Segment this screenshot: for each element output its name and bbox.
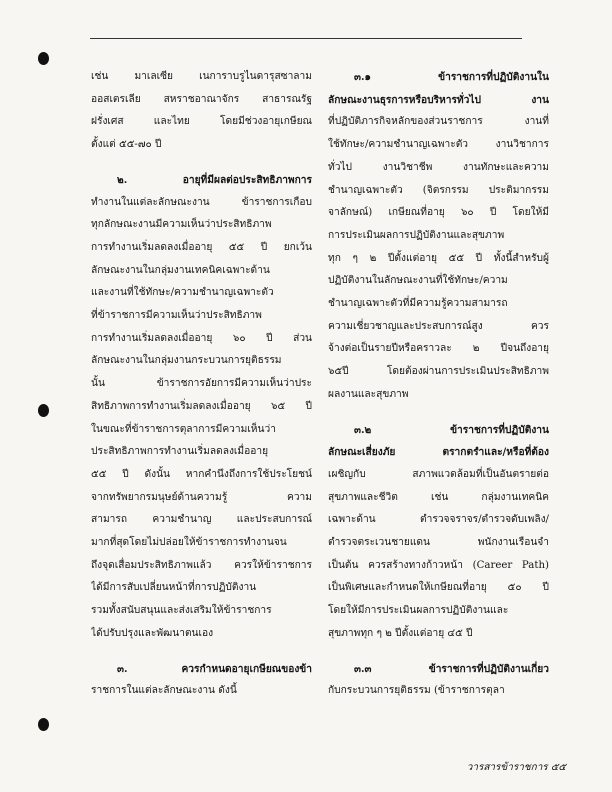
text-line: ได้มีการสับเปลี่ยนหน้าที่การปฏิบัติงาน	[91, 582, 257, 594]
text-line: การทำงานเริ่มลดลงเมื่ออายุ ๕๕ ปี ยกเว้น	[91, 241, 312, 253]
text-line: ปฏิบัติงานในลักษณะงานที่ใช้ทักษะ/ความ	[328, 275, 508, 287]
text-line: ออสเตรเลีย สหราชอาณาจักร สาธารณรัฐ	[91, 93, 312, 105]
text-line: เป็นพิเศษและกำหนดให้เกษียณที่อายุ ๕๐ ปี	[328, 582, 549, 594]
text-line: ผลงานและสุขภาพ	[328, 388, 409, 400]
header-rule	[90, 38, 522, 39]
journal-footer: วารสารข้าราชการ ๕๕	[466, 762, 566, 773]
text-line: ลักษณะเสี่ยงภัย ตรากตรำและ/หรือที่ต้อง	[328, 446, 549, 459]
text-line: ๓.๒ ข้าราชการที่ปฏิบัติงาน	[354, 423, 549, 436]
punch-hole	[38, 52, 49, 65]
text-line: ๓. ควรกำหนดอายุเกษียณของข้า	[117, 662, 312, 675]
text-line: นั้น ข้าราชการอัยการมีความเห็นว่าประ	[91, 378, 312, 390]
text-line: และงานที่ใช้ทักษะ/ความชำนาญเฉพาะตัว	[91, 287, 274, 299]
text-line: รวมทั้งสนับสนุนและส่งเสริมให้ข้าราชการ	[91, 605, 272, 617]
text-line: เผชิญกับ สภาพแวดล้อมที่เป็นอันตรายต่อ	[328, 468, 549, 480]
text-line: ๓.๑ ข้าราชการที่ปฏิบัติงานใน	[354, 71, 549, 83]
text-line: ๓.๓ ข้าราชการที่ปฏิบัติงานเกี่ยว	[354, 662, 549, 675]
paragraph	[91, 66, 312, 157]
text-line: ที่ปฏิบัติภารกิจหลักของส่วนราชการ งานที่	[328, 116, 549, 128]
punch-hole	[38, 718, 49, 731]
text-line: ๖๕ปี โดยต้องผ่านการประเมินประสิทธิภาพ	[328, 366, 549, 378]
text-line: จ้างต่อเป็นรายปีหรือคราวละ ๒ ปีจนถึงอายุ	[328, 343, 549, 355]
text-line: ลักษณะงานในกลุ่มงานเทคนิคเฉพาะด้าน	[91, 264, 270, 276]
text-line: ราชการในแต่ละลักษณะงาน ดังนี้	[91, 685, 237, 697]
left-column	[91, 66, 312, 703]
text-line: ใช้ทักษะ/ความชำนาญเฉพาะตัว งานวิชาการ	[328, 139, 549, 151]
paragraph	[328, 66, 549, 407]
text-line: ฝรั่งเศส และไทย โดยมีช่วงอายุเกษียณ	[91, 116, 312, 128]
text-line: ความเชี่ยวชาญและประสบการณ์สูง ควร	[328, 320, 549, 332]
text-line: สิทธิภาพการทำงานเริ่มลดลงเมื่ออายุ ๖๕ ปี	[91, 400, 312, 412]
punch-hole	[38, 404, 49, 417]
text-line: ๒. อายุที่มีผลต่อประสิทธิภาพการ	[117, 173, 312, 186]
text-line: จากทรัพยากรมนุษย์ด้านความรู้ ความ	[91, 491, 312, 503]
text-line: ถึงจุดเสื่อมประสิทธิภาพแล้ว ควรให้ข้าราชการ	[91, 559, 312, 571]
text-line: ลักษณะงานในกลุ่มงานกระบวนการยุติธรรม	[91, 355, 282, 367]
text-line: โดยให้มีการประเมินผลการปฏิบัติงานและ	[328, 605, 509, 617]
text-line: การประเมินผลการปฏิบัติงานและสุขภาพ	[328, 229, 505, 241]
paragraph	[91, 658, 312, 703]
text-line: ลักษณะงานธุรการหรือบริหารทั่วไป งาน	[328, 93, 549, 106]
text-line: การทำงานเริ่มลดลงเมื่ออายุ ๖๐ ปี ส่วน	[91, 332, 312, 344]
text-line: จาลักษณ์) เกษียณที่อายุ ๖๐ ปี โดยให้มี	[328, 207, 549, 219]
text-line: กับกระบวนการยุติธรรม (ข้าราชการตุลา	[328, 685, 505, 697]
text-line: ได้ปรับปรุงและพัฒนาตนเอง	[91, 627, 214, 639]
text-line: เฉพาะด้าน ตำรวจจราจร/ตำรวจดับเพลิง/	[328, 514, 549, 526]
text-line: ทุก ๆ ๒ ปีตั้งแต่อายุ ๕๕ ปี ทั้งนี้สำหรับผู้	[328, 252, 549, 264]
paragraph	[91, 169, 312, 646]
text-line: สามารถ ความชำนาญ และประสบการณ์	[91, 514, 312, 526]
text-line: ทำงานในแต่ละลักษณะงาน ข้าราชการเกือบ	[91, 196, 312, 208]
text-line: ประสิทธิภาพการทำงานเริ่มลดลงเมื่ออายุ	[91, 446, 269, 458]
text-line: สุขภาพทุก ๆ ๒ ปีตั้งแต่อายุ ๔๕ ปี	[328, 627, 473, 639]
text-line: ๕๕ ปี ดังนั้น หากคำนึงถึงการใช้ประโยชน์	[91, 468, 312, 480]
paragraph	[328, 419, 549, 646]
text-line: เป็นต้น ควรสร้างทางก้าวหน้า (Career Path)	[328, 559, 549, 571]
text-line: มากที่สุดโดยไม่ปล่อยให้ข้าราชการทำงานจน	[91, 537, 287, 549]
text-line: ที่ข้าราชการมีความเห็นว่าประสิทธิภาพ	[91, 310, 262, 322]
text-line: ตั้งแต่ ๕๕-๗๐ ปี	[91, 139, 162, 151]
text-line: ชำนาญเฉพาะตัวที่มีความรู้ความสามารถ	[328, 298, 508, 310]
text-line: ตำรวจตระเวนชายแดน พนักงานเรือนจำ	[328, 537, 549, 549]
text-line: เช่น มาเลเซีย เนการาบรูไนดารุสซาลาม	[91, 71, 312, 82]
text-line: ทุกลักษณะงานมีความเห็นว่าประสิทธิภาพ	[91, 219, 272, 231]
text-line: ทั่วไป งานวิชาชีพ งานทักษะและความ	[328, 161, 549, 173]
paragraph	[328, 658, 549, 703]
right-column	[328, 66, 549, 703]
text-line: สุขภาพและชีวิต เช่น กลุ่มงานเทคนิค	[328, 491, 549, 503]
text-line: ชำนาญเฉพาะตัว (จิตรกรรม ประติมากรรม	[328, 184, 549, 196]
text-line: ในขณะที่ข้าราชการตุลาการมีความเห็นว่า	[91, 423, 276, 435]
